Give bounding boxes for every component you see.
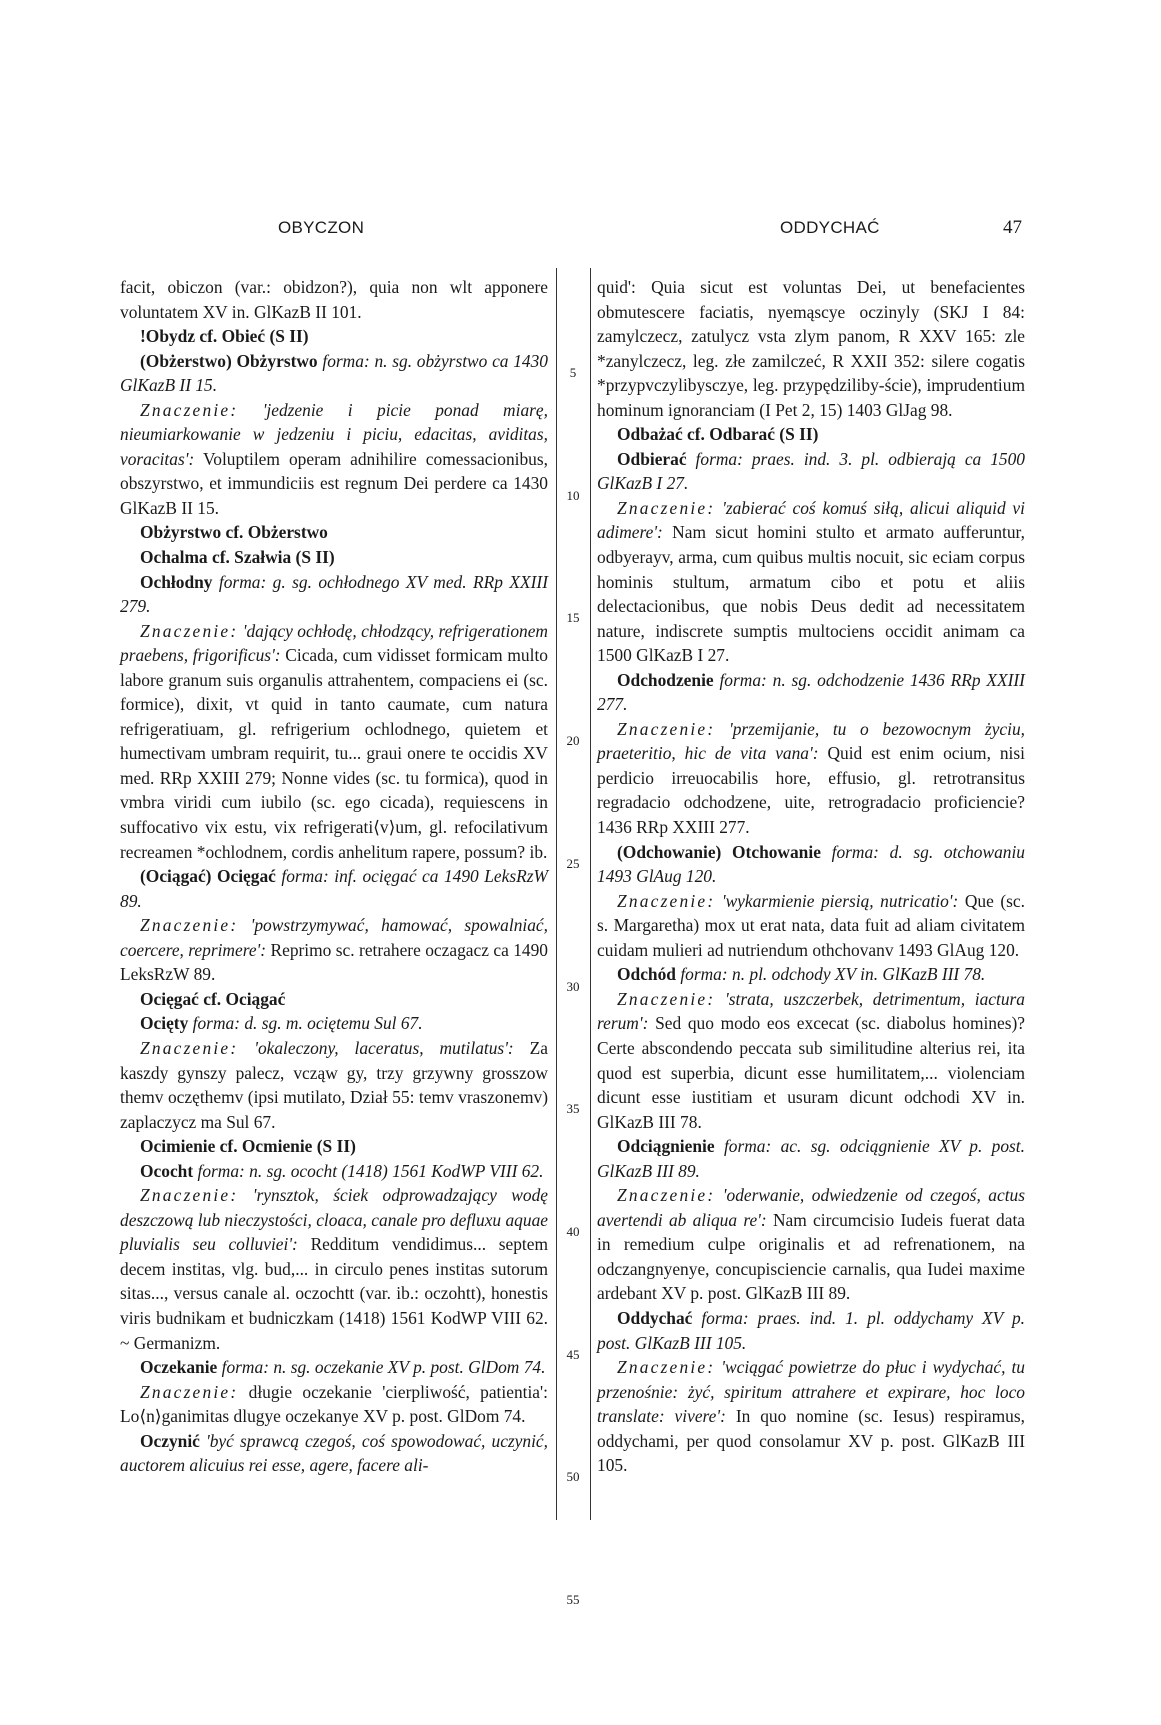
entry-meaning: Znaczenie: 'powstrzymywać, hamować, spowalniać, coercere, reprimere': Reprimo sc. retrahere oczagacz ca 1490 LeksRzW 89. bbox=[120, 915, 548, 985]
running-head-left: OBYCZON bbox=[278, 218, 365, 237]
entry-meaning: Znaczenie: 'oderwanie, odwiedzenie od czegoś, actus avertendi ab aliqua re': Nam circumcisio Iudeis fuerat data in remedium culpe originalis et ad refrenationem, na odczangnyenye, concupisciencie carnalis, qua Iudei maxime ardebant XV p. post. GlKazB III 89. bbox=[597, 1185, 1025, 1304]
entry-meaning: Znaczenie: 'zabierać coś komuś siłą, alicui aliquid vi adimere': Nam sicut homini stulto et armato aufferuntur, odbyerayv, arma, cum quibus multis nocuit, sic eciam corpus hominis stultum, armatum cibo et potu et aliis delectacionibus, que nobis Deus dedit ad necessitatem nature, indiscrete sumptis multociens occidit animam ca 1500 GlKazB I 27. bbox=[597, 497, 1025, 666]
line-number: 35 bbox=[566, 1101, 580, 1116]
entry-meaning: Znaczenie: 'jedzenie i picie ponad miarę, nieumiarkowanie w jedzeniu i piciu, edacitas, aviditas, voracitas': Voluptilem operam adnihilire comessacionibus, obszyrstwo, et immundiciis est regnum Dei perdere ca 1430 GlKazB II 15. bbox=[120, 399, 548, 518]
entry-headword: Odbierać forma: praes. ind. 3. pl. odbierają ca 1500 GlKazB I 27. bbox=[597, 448, 1025, 494]
entry-headword: Ococht forma: n. sg. ococht (1418) 1561 KodWP VIII 62. bbox=[140, 1160, 544, 1181]
entry-cross-reference: Obżyrstwo cf. Obżerstwo bbox=[140, 522, 328, 543]
column-rule-left bbox=[556, 268, 557, 1520]
entry-meaning: Znaczenie: 'wciągać powietrze do płuc i wydychać, tu przenośnie: żyć, spiritum attrahere et expirare, hoc loco translate: vivere': In quo nomine (sc. Iesus) respiramus, oddychami, per quod consolamur XV p. post. GlKazB III 105. bbox=[597, 1357, 1025, 1476]
line-number: 30 bbox=[566, 979, 580, 994]
entry-headword: Odciągnienie forma: ac. sg. odciągnienie XV p. post. GlKazB III 89. bbox=[597, 1136, 1025, 1181]
left-column bbox=[120, 275, 548, 1478]
entry-headword: Odchód forma: n. pl. odchody XV in. GlKazB III 78. bbox=[617, 964, 986, 985]
entry-meaning: Znaczenie: 'wykarmienie piersią, nutricatio': Que (sc. s. Margaretha) mox ut erat nata, data fuit ad aliam civitatem cuidam mulieri ad nutriendum othchovanv 1493 GlAug 120. bbox=[597, 890, 1025, 960]
line-number: 20 bbox=[566, 733, 580, 748]
entry-headword: (Obżerstwo) Obżyrstwo forma: n. sg. obżyrstwo ca 1430 GlKazB II 15. bbox=[120, 350, 548, 396]
entry-meaning: Znaczenie: 'strata, uszczerbek, detrimentum, iactura rerum': Sed quo modo eos excecat (sc. diabolus homines)? Certe abscondendo peccata sub similitudine alterius rei, ita quod est superbia, dicunt esse humilitatem,... violenciam dicunt esse iustitiam et usuram dicunt odchodi XV in. GlKazB III 78. bbox=[597, 988, 1025, 1132]
right-column bbox=[597, 275, 1025, 1478]
page-number: 47 bbox=[1003, 217, 1022, 238]
entry-continuation: quid': Quia sicut est voluntas Dei, ut benefacientes obmutescere faciatis, nyemąscye oczinyly (SKJ I 84: zamylczecz, zatulycz vsta zlym panom, R XXV 165: zle *zanylczecz, leg. złe zamilczeć, R XXII 352: silere cogatis *przypvczylibysczye, leg. przypędziliby-ście), imprudentium hominum ignoranciam (I Pet 2, 15) 1403 GlJag 98. bbox=[597, 277, 1025, 420]
entry-headword: (Odchowanie) Otchowanie forma: d. sg. otchowaniu 1493 GlAug 120. bbox=[597, 841, 1026, 887]
running-head-right: ODDYCHAĆ bbox=[780, 218, 880, 237]
entry-headword: Odchodzenie forma: n. sg. odchodzenie 1436 RRp XXIII 277. bbox=[597, 669, 1025, 715]
entry-meaning: Znaczenie: 'rynsztok, ściek odprowadzający wodę deszczową lub nieczystości, cloaca, canale pro defluxu aquae pluvialis seu colluviei': Redditum vendidimus... septem decem institas, vlg. bud,... in circulo penes institas sutorum sitas..., versus canale al. oczochtt (var. ib.: oczohtt), honestis viris budnikam et budniczkam (1418) 1561 KodWP VIII 62. ~ Germanizm. bbox=[120, 1185, 548, 1353]
entry-headword: Oczekanie forma: n. sg. oczekanie XV p. post. GlDom 74. bbox=[140, 1357, 546, 1378]
entry-meaning: Znaczenie: 'okaleczony, laceratus, mutilatus': Za kaszdy gynszy palecz, vcząw gy, trzy grzywny grosszow themv oczęthemv (ipsi mutilato, Dział 55: temv vraszonemv) zaplaczycz ma Sul 67. bbox=[120, 1037, 548, 1132]
entry-meaning: Znaczenie: 'przemijanie, tu o bezowocnym życiu, praeteritio, hic de vita vana': Quid est enim ocium, nisi perdicio irreuocabilis hore, effusio, gl. retrotransitus regradacio odchodzene, uite, retrogradacio proficiencie? 1436 RRp XXIII 277. bbox=[597, 718, 1025, 838]
line-number: 40 bbox=[566, 1224, 580, 1239]
line-number: 45 bbox=[566, 1347, 580, 1362]
entry-headword: Ocięty forma: d. sg. m. ociętemu Sul 67. bbox=[140, 1013, 423, 1034]
entry-cross-reference: !Obydz cf. Obieć (S II) bbox=[140, 326, 309, 347]
entry-continuation: facit, obiczon (var.: obidzon?), quia non wlt apponere voluntatem XV in. GlKazB II 101. bbox=[120, 277, 548, 322]
entry-headword: Oddychać forma: praes. ind. 1. pl. oddychamy XV p. post. GlKazB III 105. bbox=[597, 1307, 1025, 1353]
line-number: 25 bbox=[566, 856, 580, 871]
line-number: 10 bbox=[566, 488, 580, 503]
entry-cross-reference: Ochalma cf. Szałwia (S II) bbox=[140, 547, 335, 568]
entry-cross-reference: Odbażać cf. Odbarać (S II) bbox=[617, 424, 819, 445]
column-rule-right bbox=[590, 268, 591, 1520]
entry-headword: Ochłodny forma: g. sg. ochłodnego XV med. RRp XXIII 279. bbox=[120, 571, 548, 617]
line-number: 5 bbox=[569, 365, 577, 380]
entry-headword: Oczynić 'być sprawcą czegoś, coś spowodować, uczynić, auctorem alicuius rei esse, agere, facere ali- bbox=[120, 1430, 548, 1476]
entry-meaning: Znaczenie: długie oczekanie 'cierpliwość, patientia': Lo⟨n⟩ganimitas dlugye oczekanye XV p. post. GlDom 74. bbox=[120, 1381, 548, 1427]
line-number: 15 bbox=[566, 610, 580, 625]
entry-cross-reference: Ocimienie cf. Ocmienie (S II) bbox=[140, 1136, 356, 1157]
line-number: 50 bbox=[566, 1469, 580, 1484]
entry-cross-reference: Ocięgać cf. Ociągać bbox=[140, 988, 286, 1009]
entry-meaning: Znaczenie: 'dający ochłodę, chłodzący, refrigerationem praebens, frigorificus': Cicada, cum vidisset formicam multo labore granum suis organulis attrahentem, compaciens ei (sc. formice), dixit, vt quid in tanto caumate, cum natura refrigeratiuam, gl. refrigerium ochlodnego, quietem et humectivam umbram requirit, tu... graui onere te occidis XV med. RRp XXIII 279; Nonne vides (sc. tu formica), quod in vmbra viridi cum iubilo (sc. ego cicada), requiescens in suffocativo vix estu, vix refrigerati⟨v⟩um, gl. refocilativum recreamen *ochlodnem, cordis anhelitum rapere, possum? ib. bbox=[120, 620, 548, 862]
line-number: 55 bbox=[566, 1592, 580, 1607]
entry-headword: (Ociągać) Ocięgać forma: inf. ocięgać ca 1490 LeksRzW 89. bbox=[120, 866, 549, 911]
